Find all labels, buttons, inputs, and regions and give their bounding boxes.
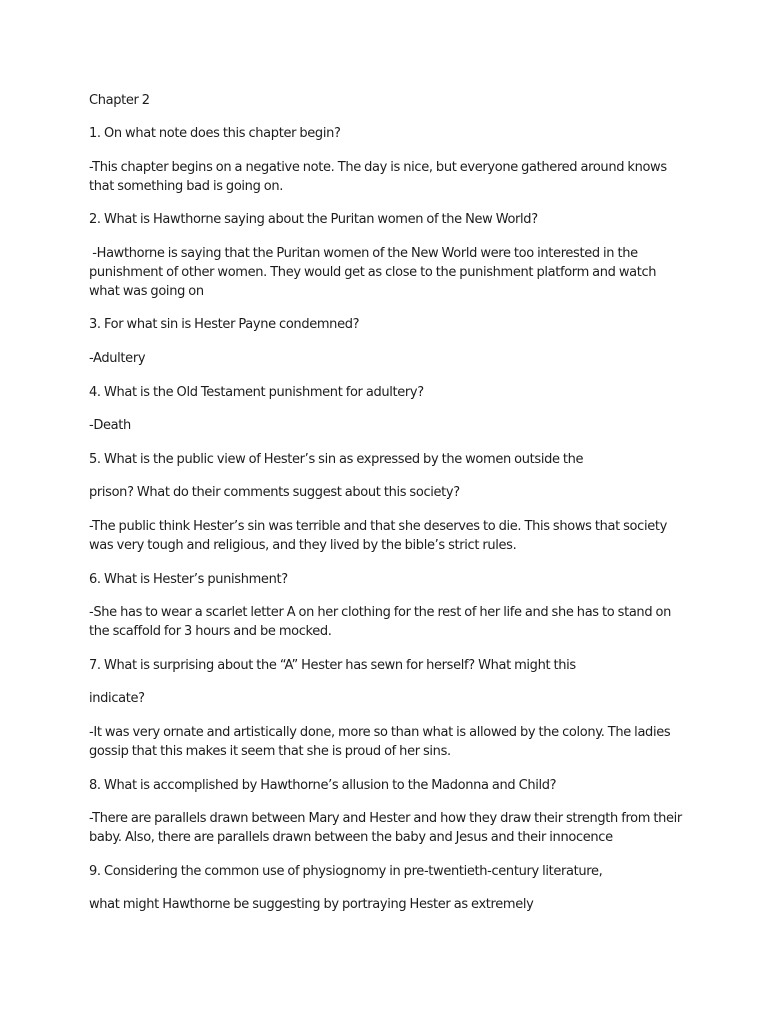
question-7-part-2: indicate? — [89, 691, 145, 707]
question-6: 6. What is Hester’s punishment? — [89, 571, 288, 587]
question-3: 3. For what sin is Hester Payne condemned? — [89, 317, 360, 333]
document-body — [89, 91, 689, 929]
answer-1: -This chapter begins on a negative note. The day is nice, but everyone gathered around knows that something bad is going on. — [89, 159, 667, 194]
answer-6: -She has to wear a scarlet letter A on her clothing for the rest of her life and she has to stand on the scaffold for 3 hours and be mocked. — [89, 605, 671, 640]
answer-8: -There are parallels drawn between Mary and Hester and how they draw their strength from their baby. Also, there are parallels drawn between the baby and Jesus and their innocence — [89, 811, 682, 846]
question-7-part-1: 7. What is surprising about the “A” Hester has sewn for herself? What might this — [89, 657, 576, 673]
question-5-part-1: 5. What is the public view of Hester’s sin as expressed by the women outside the — [89, 451, 584, 467]
question-1: 1. On what note does this chapter begin? — [89, 126, 341, 141]
answer-7: -It was very ornate and artistically done, more so than what is allowed by the colony. The ladies gossip that this makes it seem that she is proud of her sins. — [89, 724, 671, 759]
question-8: 8. What is accomplished by Hawthorne’s allusion to the Madonna and Child? — [89, 777, 557, 793]
answer-3: -Adultery — [89, 350, 146, 366]
answer-5: -The public think Hester’s sin was terrible and that she deserves to die. This shows that society was very tough and religious, and they lived by the bible’s strict rules. — [89, 518, 667, 553]
question-9-part-2: what might Hawthorne be suggesting by portraying Hester as extremely — [89, 897, 534, 913]
answer-4: -Death — [89, 418, 131, 434]
question-5-part-2: prison? What do their comments suggest about this society? — [89, 485, 460, 501]
question-2: 2. What is Hawthorne saying about the Puritan women of the New World? — [89, 212, 538, 228]
question-9-part-1: 9. Considering the common use of physiognomy in pre-twentieth-century literature, — [89, 863, 603, 879]
answer-2: -Hawthorne is saying that the Puritan women of the New World were too interested in the punishment of other women. They would get as close to the punishment platform and watch what was going on — [89, 245, 660, 299]
question-4: 4. What is the Old Testament punishment for adultery? — [89, 384, 424, 400]
chapter-title: Chapter 2 — [89, 93, 150, 108]
